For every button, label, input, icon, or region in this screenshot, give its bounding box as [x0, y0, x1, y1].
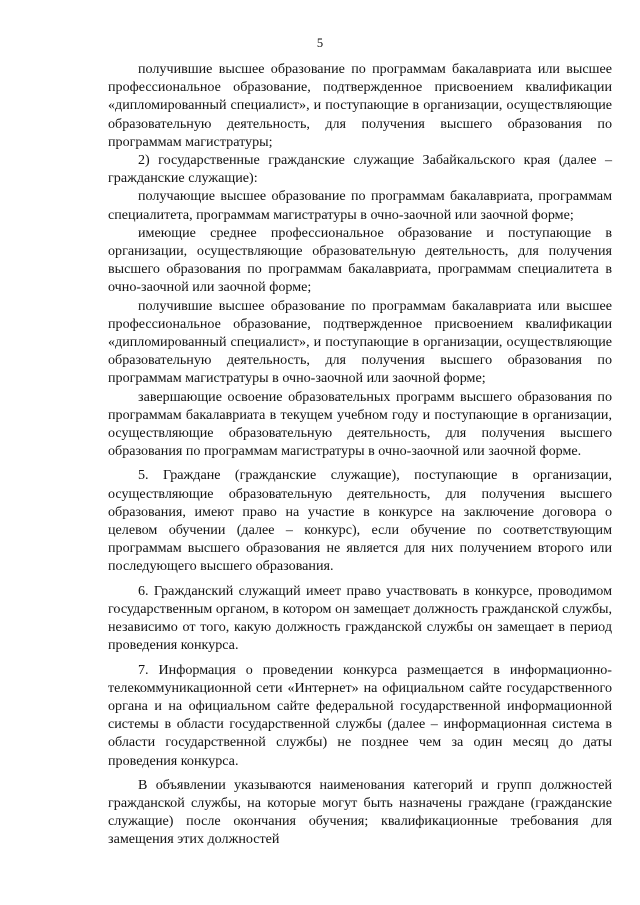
paragraph-item-7: 7. Информация о проведении конкурса размещается в информационно-телекоммуникационной сети «Интернет» на официальном сайте государственного органа и на официальном сайте федеральной государственной информационной системы в области государственной службы (далее – информационная система в области государственной службы) не позднее чем за один месяц до даты проведения конкурса.	[108, 661, 612, 769]
paragraph-graduates-masters-part-time: получившие высшее образование по программам бакалавриата или высшее профессиональное образование, подтвержденное присвоением квалификации «дипломированный специалист», и поступающие в организации, осуществляющие образовательную деятельность, для получения высшего образования по программам магистратуры в очно-заочной или заочной форме;	[108, 297, 612, 387]
paragraph-graduates-masters: получившие высшее образование по программам бакалавриата или высшее профессиональное образование, подтвержденное присвоением квалификации «дипломированный специалист», и поступающие в организации, осуществляющие образовательную деятельность, для получения высшего образования по программам магистратуры;	[108, 61, 612, 150]
paragraph-item-5: 5. Граждане (гражданские служащие), поступающие в организации, осуществляющие образовательную деятельность, для получения высшего образования, имеют право на участие в конкурсе на заключение договора о целевом обучении (далее – конкурс), если обучение по соответствующим программам высшего образования не является для них получением второго или последующего высшего образования.	[108, 467, 612, 575]
page-number: 5	[316, 36, 324, 50]
paragraph-announcement: В объявлении указываются наименования категорий и групп должностей гражданской службы, на которые могут быть назначены граждане (гражданские служащие) после окончания обучения; квалификационные требования для замещения этих должностей	[108, 776, 612, 848]
paragraph-item-6: 6. Гражданский служащий имеет право участвовать в конкурсе, проводимом государственным органом, в котором он замещает должность гражданской службы, независимо от того, какую должность гражданской службы он замещает в период проведения конкурса.	[108, 582, 612, 654]
document-body	[108, 60, 612, 849]
paragraph-civil-servants: 2) государственные гражданские служащие Забайкальского края (далее – гражданские служащие):	[108, 152, 612, 187]
paragraph-studying-part-time: получающие высшее образование по программам бакалавриата, программам специалитета, программам магистратуры в очно-заочной или заочной форме;	[108, 188, 612, 223]
paragraph-secondary-vocational: имеющие среднее профессиональное образование и поступающие в организации, осуществляющие образовательную деятельность, для получения высшего образования по программам бакалавриата, программам специалитета в очно-заочной или заочной форме;	[108, 224, 612, 296]
paragraph-completing-bachelor: завершающие освоение образовательных программ высшего образования по программам бакалавриата в текущем учебном году и поступающие в организации, осуществляющие образовательную деятельность, для получения высшего образования по программам магистратуры в очно-заочной или заочной форме.	[108, 388, 612, 460]
